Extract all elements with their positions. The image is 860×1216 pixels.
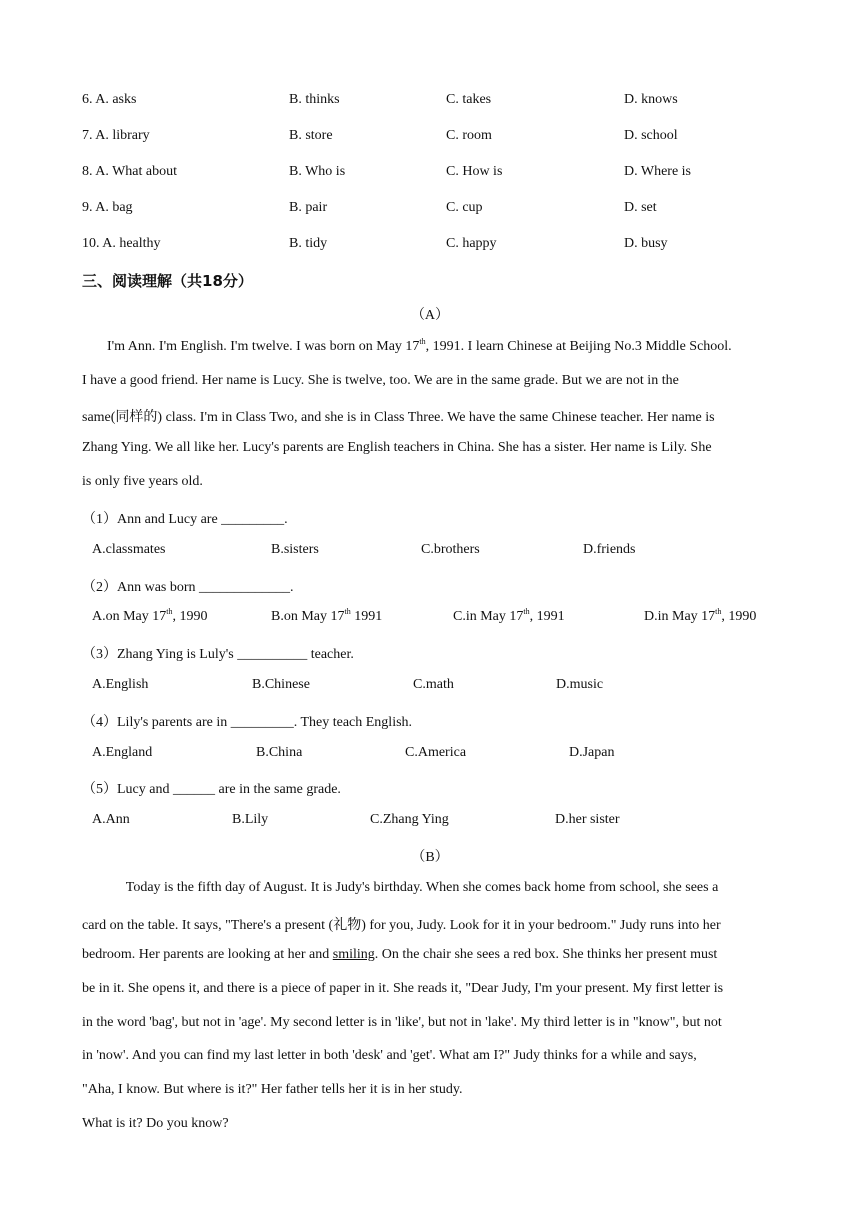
passage-a-line: same(同样的) class. I'm in Class Two, and she is in Class Three. We have the same Chinese teacher. Her name is: [82, 410, 715, 425]
passage-a-label: （A）: [410, 308, 450, 323]
question-2: （2）Ann was born _____________.: [82, 580, 294, 595]
passage-b-line: be in it. She opens it, and there is a piece of paper in it. She reads it, "Dear Judy, I'm your present. My first letter is: [82, 981, 724, 996]
option-a: A.Ann: [92, 812, 130, 827]
cloze-option-b: B. Who is: [289, 164, 346, 179]
cloze-row-7: [82, 128, 782, 148]
cloze-row-6: [82, 92, 782, 112]
question-4-options: [92, 745, 792, 765]
cloze-option-b: B. tidy: [289, 236, 328, 251]
passage-b-line: in 'now'. And you can find my last letter in both 'desk' and 'get'. What am I?" Judy thinks for a while and says,: [82, 1048, 697, 1063]
cloze-option-d: D. knows: [624, 92, 678, 107]
cloze-option-b: B. pair: [289, 200, 328, 215]
cloze-option-d: D. busy: [624, 236, 668, 251]
option-d: D.in May 17th, 1990: [644, 607, 757, 624]
option-b: B.China: [256, 745, 303, 760]
option-a: A.England: [92, 745, 153, 760]
option-c: C.America: [405, 745, 467, 760]
question-5: （5）Lucy and ______ are in the same grade.: [82, 782, 341, 797]
option-b: B.Chinese: [252, 677, 310, 692]
cloze-option-a: 6. A. asks: [82, 92, 137, 107]
cloze-option-a: 7. A. library: [82, 128, 150, 143]
question-5-options: [92, 812, 792, 832]
underlined-word: smiling: [332, 947, 375, 962]
passage-a-line: I have a good friend. Her name is Lucy. She is twelve, too. We are in the same grade. But we are not in the: [82, 373, 679, 388]
passage-b-line: in the word 'bag', but not in 'age'. My second letter is in 'like', but not in 'lake'. My third letter is in "know", but not: [82, 1015, 722, 1030]
cloze-option-a: 8. A. What about: [82, 164, 178, 179]
option-b: B.on May 17th 1991: [271, 607, 383, 624]
option-a: A.classmates: [92, 542, 166, 557]
option-d: D.friends: [583, 542, 636, 557]
option-d: D.music: [556, 677, 604, 692]
cloze-option-c: C. cup: [446, 200, 483, 215]
option-d: D.her sister: [555, 812, 620, 827]
cloze-row-8: [82, 164, 782, 184]
cloze-option-d: D. school: [624, 128, 678, 143]
cloze-row-9: [82, 200, 782, 220]
question-2-options: [92, 609, 792, 629]
passage-b-line: card on the table. It says, "There's a present (礼物) for you, Judy. Look for it in your bedroom." Judy runs into her: [82, 918, 721, 933]
cloze-option-c: C. takes: [446, 92, 492, 107]
option-c: C.Zhang Ying: [370, 812, 449, 827]
cloze-option-c: C. How is: [446, 164, 503, 179]
question-1: （1）Ann and Lucy are _________.: [82, 512, 288, 527]
question-3: （3）Zhang Ying is Luly's __________ teacher.: [82, 647, 354, 662]
cloze-option-c: C. room: [446, 128, 492, 143]
option-c: C.in May 17th, 1991: [453, 607, 565, 624]
passage-b-line: "Aha, I know. But where is it?" Her father tells her it is in her study.: [82, 1082, 463, 1097]
section-heading: 三、阅读理解（共18分）: [82, 272, 253, 290]
question-3-options: [92, 677, 792, 697]
option-c: C.math: [413, 677, 454, 692]
option-b: B.sisters: [271, 542, 319, 557]
passage-b-line: Today is the fifth day of August. It is Judy's birthday. When she comes back home from school, she sees a: [112, 880, 719, 895]
option-a: A.on May 17th, 1990: [92, 607, 208, 624]
cloze-option-d: D. set: [624, 200, 657, 215]
option-a: A.English: [92, 677, 149, 692]
cloze-option-b: B. thinks: [289, 92, 340, 107]
option-c: C.brothers: [421, 542, 480, 557]
cloze-row-10: [82, 236, 782, 256]
option-d: D.Japan: [569, 745, 615, 760]
question-4: （4）Lily's parents are in _________. They teach English.: [82, 715, 413, 730]
passage-b-label: （B）: [411, 850, 449, 865]
cloze-option-c: C. happy: [446, 236, 497, 251]
passage-a-line: I'm Ann. I'm English. I'm twelve. I was born on May 17th, 1991. I learn Chinese at Beijing No.3 Middle School.: [100, 337, 732, 354]
cloze-option-d: D. Where is: [624, 164, 691, 179]
question-1-options: [92, 542, 792, 562]
passage-a-line: is only five years old.: [82, 474, 203, 489]
passage-a-line: Zhang Ying. We all like her. Lucy's parents are English teachers in China. She has a sister. Her name is Lily. She: [82, 440, 712, 455]
cloze-option-a: 10. A. healthy: [82, 236, 161, 251]
cloze-option-b: B. store: [289, 128, 333, 143]
option-b: B.Lily: [232, 812, 269, 827]
passage-b-line: bedroom. Her parents are looking at her and smiling. On the chair she sees a red box. She thinks her present must: [82, 947, 718, 962]
passage-b-question: What is it? Do you know?: [82, 1116, 229, 1131]
cloze-option-a: 9. A. bag: [82, 200, 133, 215]
